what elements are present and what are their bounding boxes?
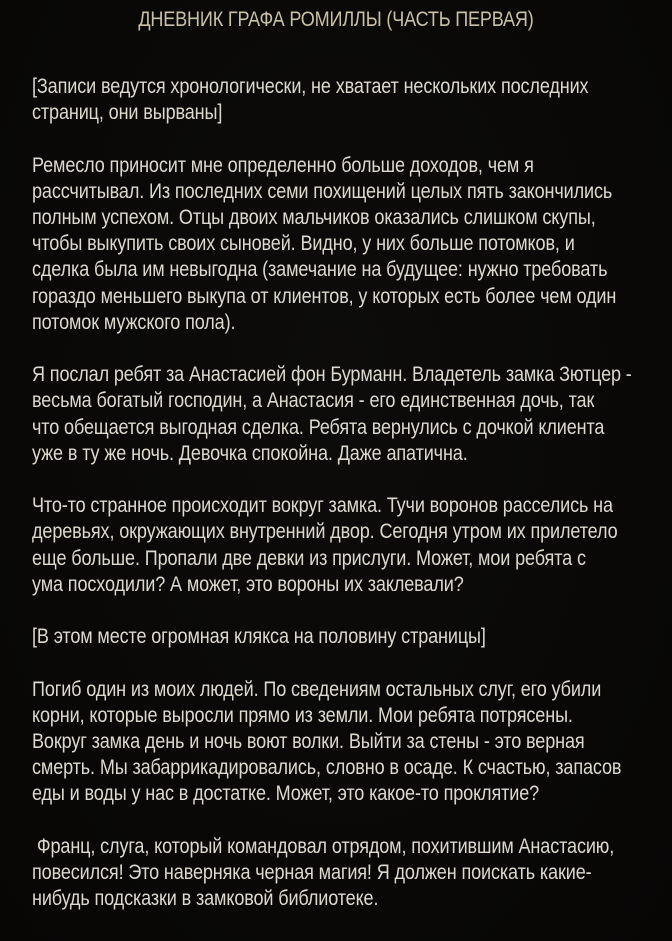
journal-paragraph: Погиб один из моих людей. По сведениям остальных слуг, его убили корни, которые выросли прямо из земли. Мои ребята потрясены. Вокруг замка день и ночь воют волки. Выйти за стены - это верная смерть. Мы забаррикадировались, словно в осаде. К счастью, запасов еды и воды у нас в достатке. Может, это какое-то проклятие? <box>32 677 622 806</box>
journal-title: ДНЕВНИК ГРАФА РОМИЛЛЫ (ЧАСТЬ ПЕРВАЯ) <box>138 8 534 31</box>
journal-paragraph: Я послал ребят за Анастасией фон Бурманн. Владетель замка Зютцер - весьма богатый господин, а Анастасия - его единственная дочь, так что обещается выгодная сделка. Ребята вернулись с дочкой клиента уже в ту же ночь. Девочка спокойна. Даже апатична. <box>32 363 632 465</box>
journal-paragraph: Ремесло приносит мне определенно больше доходов, чем я рассчитывал. Из последних семи похищений целых пять закончились полным успехом. Отцы двоих мальчиков оказались слишком скупы, чтобы выкупить своих сыновей. Видно, у них больше потомков, и сделка была им невыгодна (замечание на будущее: нужно требовать гораздо меньшего выкупа от клиентов, у которых есть более чем один потомок мужского пола). <box>32 153 617 334</box>
journal-text <box>32 74 634 912</box>
journal-paragraph: [Записи ведутся хронологически, не хватает нескольких последних страниц, они вырваны] <box>32 75 589 125</box>
journal-paragraph: Франц, слуга, который командовал отрядом, похитившим Анастасию, повесился! Это наверняка черная магия! Я должен поискать какие- нибудь подсказки в замковой библиотеке. <box>32 834 615 911</box>
journal-paragraph: [В этом месте огромная клякса на половину страницы] <box>32 625 486 649</box>
journal-paragraph: Что-то странное происходит вокруг замка. Тучи воронов расселись на деревьях, окружающих внутренний двор. Сегодня утром их прилетело еще больше. Пропали две девки из прислуги. Может, мои ребята с ума посходили? А может, это вороны их заклевали? <box>32 494 618 596</box>
